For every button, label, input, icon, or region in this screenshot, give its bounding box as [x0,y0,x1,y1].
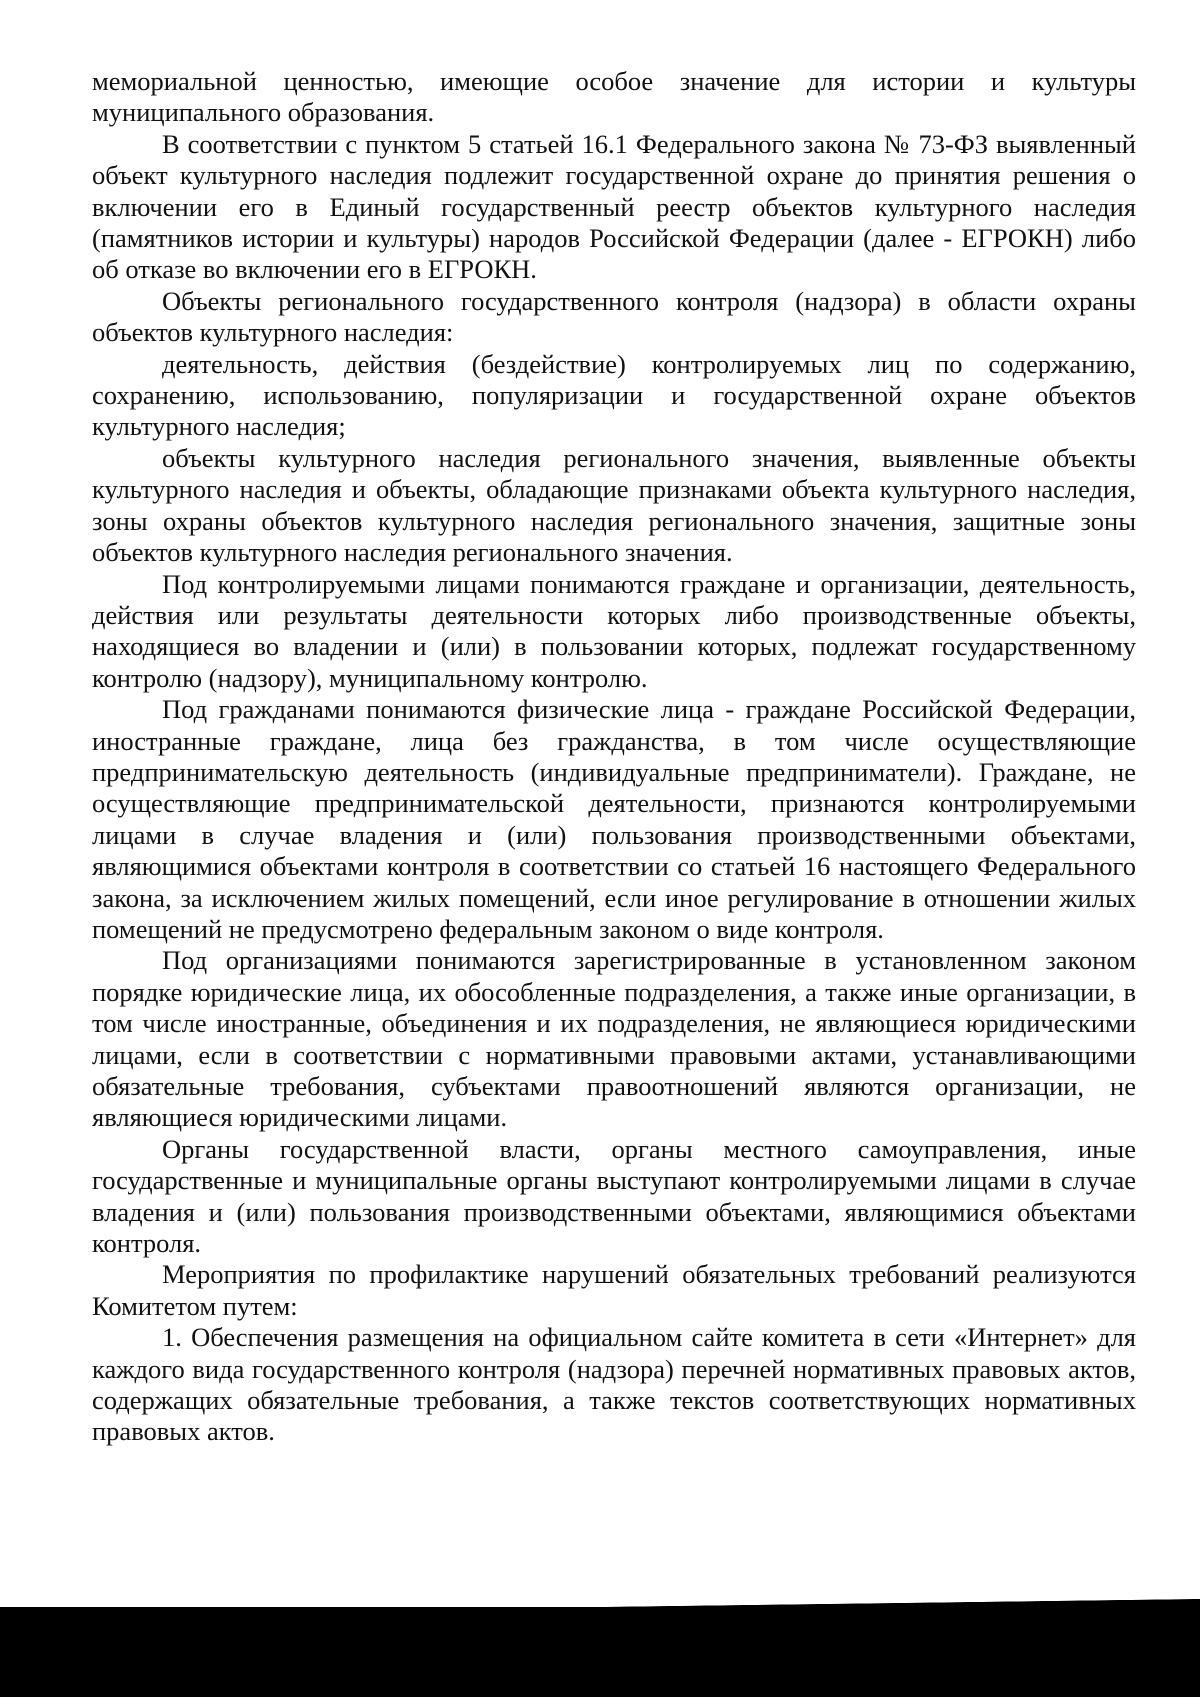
paragraph-7: Под гражданами понимаются физические лица - граждане Российской Федерации, иностранные граждане, лица без гражданства, в том числе осуществляющие предпринимательскую деятельность (индивидуальные предприниматели). Граждане, не осуществляющие предпринимательской деятельности, признаются контролируемыми лицами в случае владения и (или) пользования производственными объектами, являющимися объектами контроля в соответствии со статьей 16 настоящего Федерального закона, за исключением жилых помещений, если иное регулирование в отношении жилых помещений не предусмотрено федеральным законом о виде контроля. [92,694,1136,944]
paragraph-1: мемориальной ценностью, имеющие особое значение для истории и культуры муниципального образования. [92,66,1136,128]
paragraph-4: деятельность, действия (бездействие) контролируемых лиц по содержанию, сохранению, использованию, популяризации и государственной охране объектов культурного наследия; [92,348,1136,442]
paragraph-5: объекты культурного наследия регионального значения, выявленные объекты культурного наследия и объекты, обладающие признаками объекта культурного наследия, зоны охраны объектов культурного наследия регионального значения, защитные зоны объектов культурного наследия регионального значения. [92,442,1136,568]
paragraph-10: Мероприятия по профилактике нарушений обязательных требований реализуются Комитетом путем: [92,1259,1136,1321]
paragraph-2: В соответствии с пунктом 5 статьей 16.1 Федерального закона № 73-ФЗ выявленный объект культурного наследия подлежит государственной охране до принятия решения о включении его в Единый государственный реестр объектов культурного наследия (памятников истории и культуры) народов Российской Федерации (далее - ЕГРОКН) либо об отказе во включении его в ЕГРОКН. [92,128,1136,285]
paragraph-9: Органы государственной власти, органы местного самоуправления, иные государственные и муниципальные органы выступают контролируемыми лицами в случае владения и (или) пользования производственными объектами, являющимися объектами контроля. [92,1133,1136,1259]
paragraph-6: Под контролируемыми лицами понимаются граждане и организации, деятельность, действия или результаты деятельности которых либо производственные объекты, находящиеся во владении и (или) в пользовании которых, подлежат государственному контролю (надзору), муниципальному контролю. [92,568,1136,693]
paragraph-3: Объекты регионального государственного контроля (надзора) в области охраны объектов культурного наследия: [92,285,1136,348]
scan-shadow-band [0,1607,1200,1697]
document-body [92,66,1136,1448]
paragraph-8: Под организациями понимаются зарегистрированные в установленном законом порядке юридические лица, их обособленные подразделения, а также иные организации, в том числе иностранные, объединения и их подразделения, не являющиеся юридическими лицами, если в соответствии с нормативными правовыми актами, устанавливающими обязательные требования, субъектами правоотношений являются организации, не являющиеся юридическими лицами. [92,945,1136,1133]
paragraph-11: 1. Обеспечения размещения на официальном сайте комитета в сети «Интернет» для каждого вида государственного контроля (надзора) перечней нормативных правовых актов, содержащих обязательные требования, а также текстов соответствующих нормативных правовых актов. [92,1322,1136,1447]
